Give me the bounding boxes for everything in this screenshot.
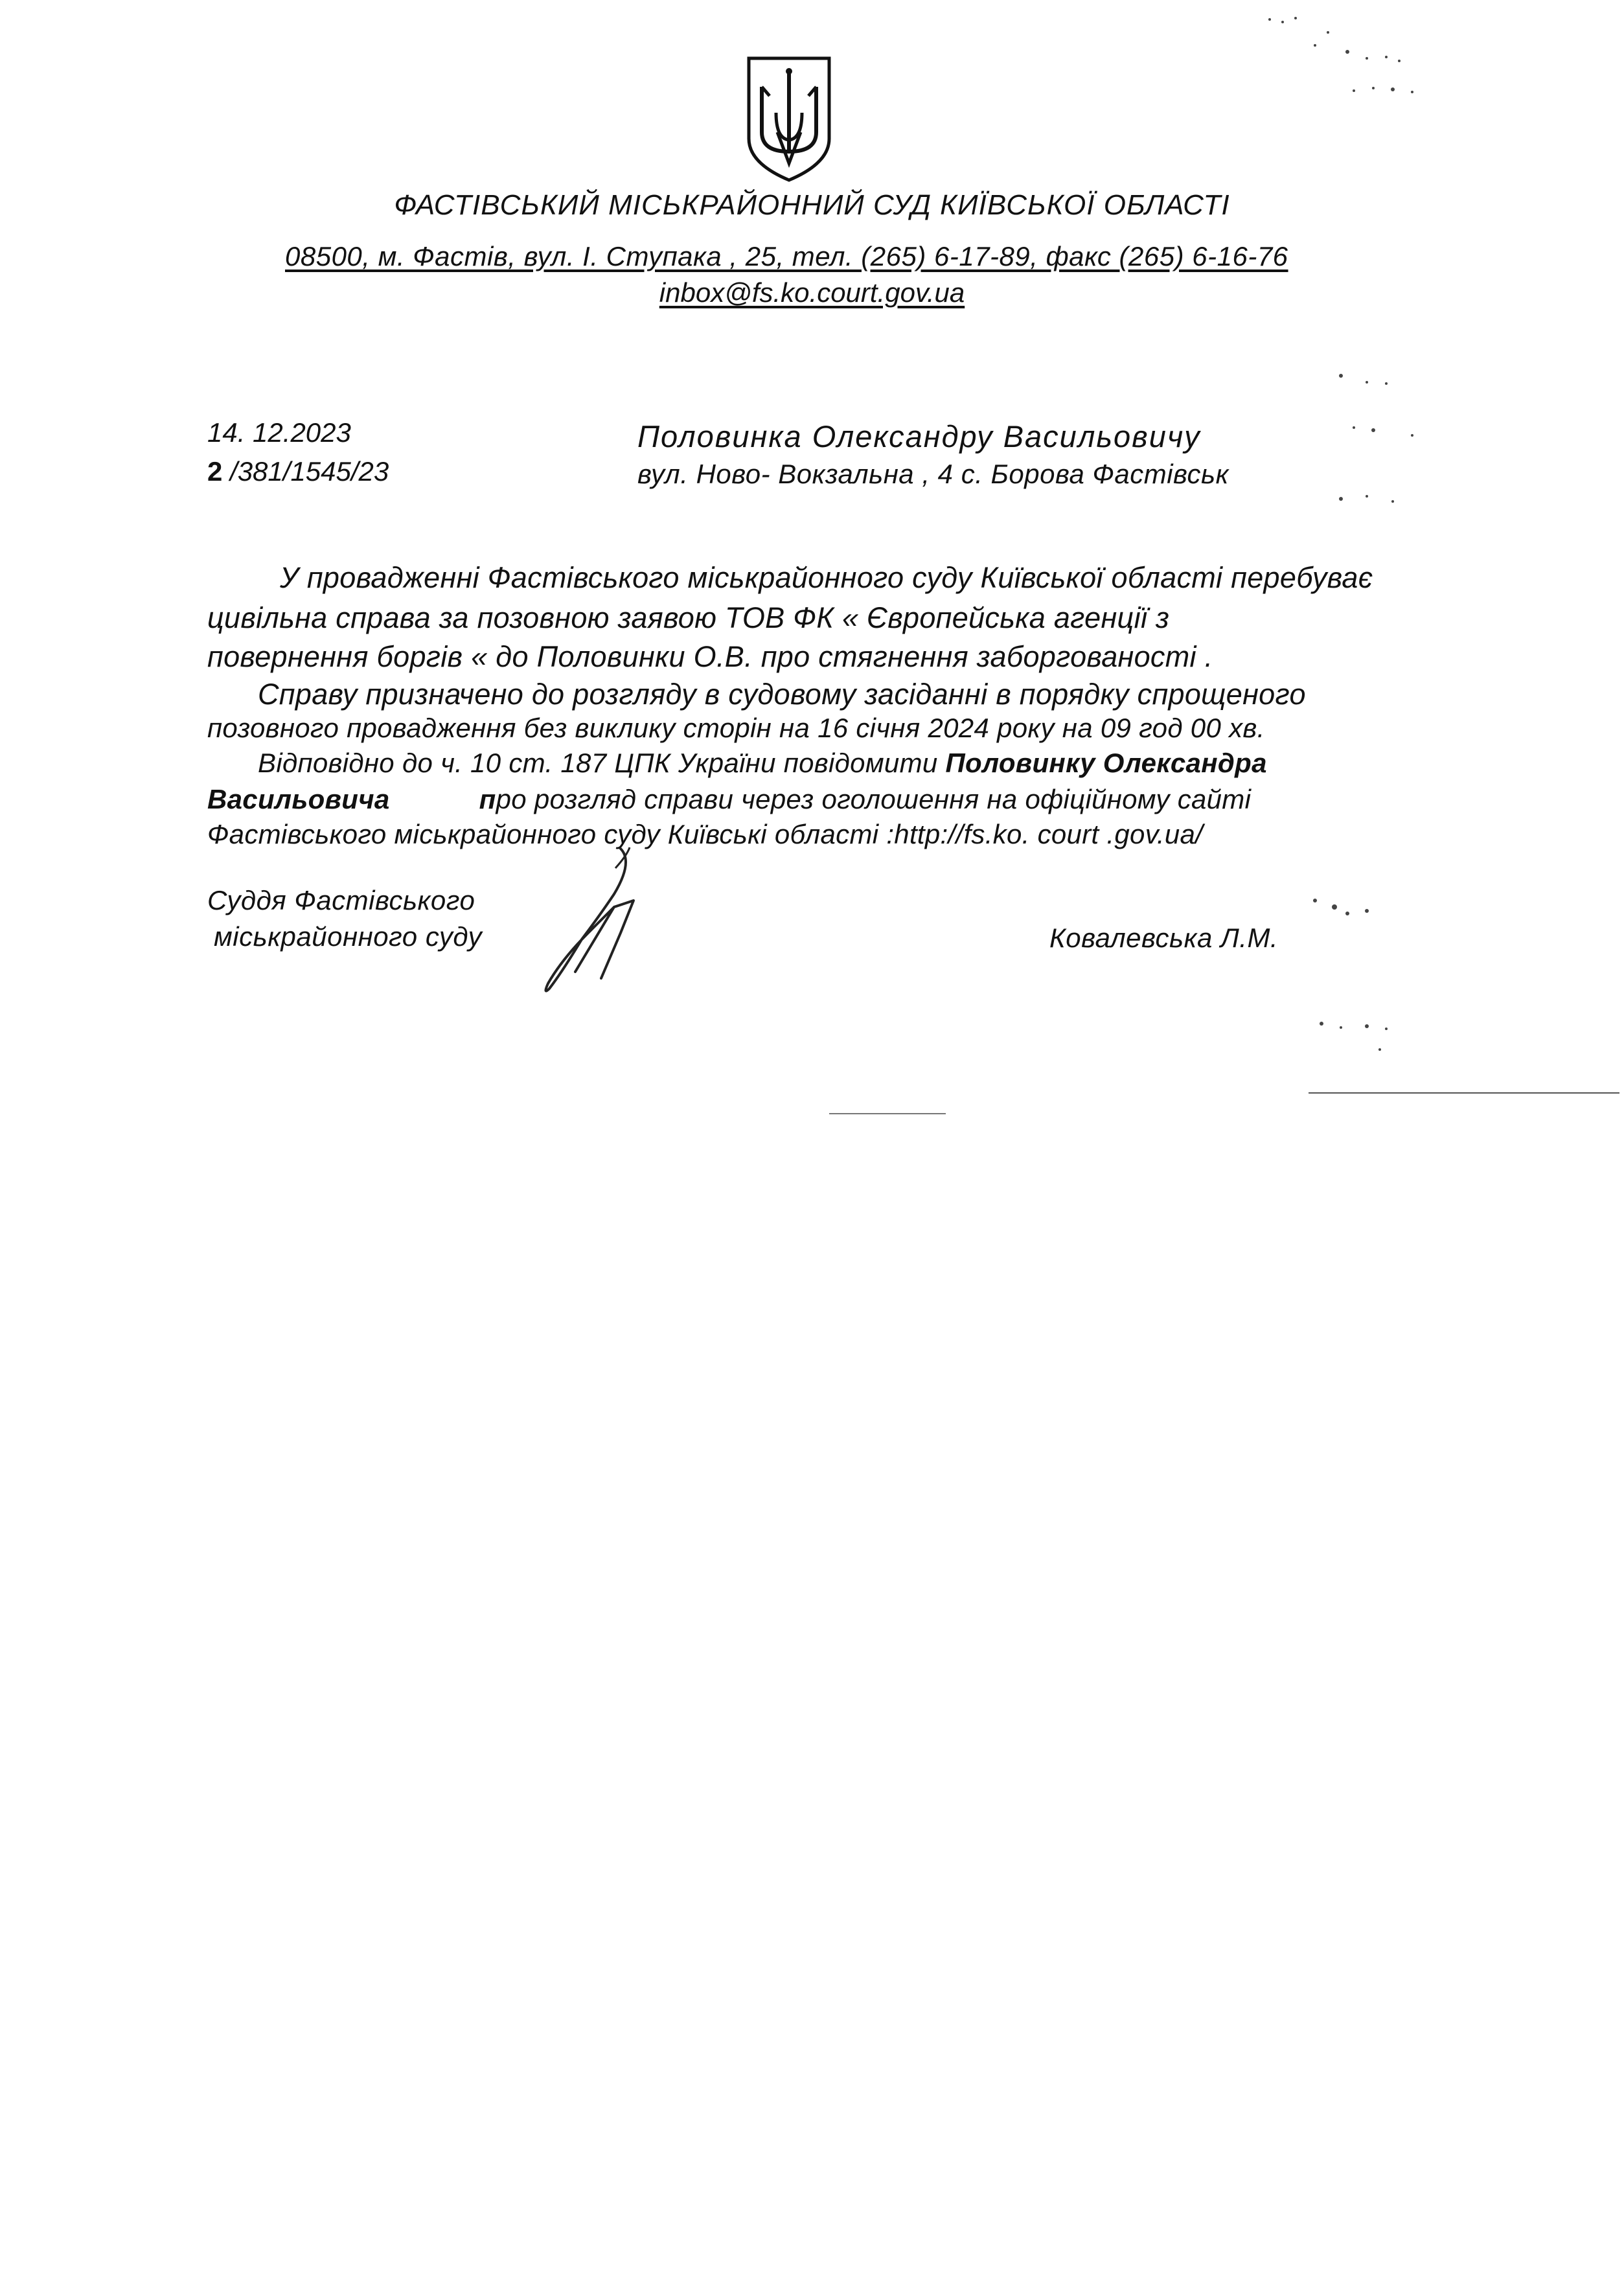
case-number-rest: /381/1545/23 bbox=[222, 456, 389, 487]
paragraph-3-line-2-text: ро розгляд справи через оголошення на офіційному сайті bbox=[496, 784, 1252, 814]
paragraph-1-line-1: У провадженні Фастівського міськрайонного суду Київської області перебуває bbox=[280, 561, 1373, 594]
scan-line-right bbox=[1309, 1092, 1619, 1094]
scan-noise-top-right bbox=[1257, 6, 1516, 136]
paragraph-3-line-1-text: Відповідно до ч. 10 ст. 187 ЦПК України повідомити bbox=[258, 748, 946, 778]
court-email: inbox@fs.ko.court.gov.ua bbox=[659, 277, 965, 308]
judge-title-line-2: міськрайонного суду bbox=[214, 921, 483, 952]
recipient-address: вул. Ново- Вокзальна , 4 с. Борова Фастівськ bbox=[637, 459, 1229, 489]
recipient-name-accusative: Половинку Олександра bbox=[945, 748, 1267, 778]
letter-date: 14. 12.2023 bbox=[207, 417, 351, 448]
court-address: 08500, м. Фастів, вул. І. Ступака , 25, тел. (265) 6-17-89, факс (265) 6-16-76 bbox=[285, 241, 1288, 271]
bold-letter-p: п bbox=[479, 784, 496, 814]
judge-title-line-1: Суддя Фастівського bbox=[207, 885, 475, 915]
paragraph-2-line-2: позовного провадження без виклику сторін на 16 січня 2024 року на 09 год 00 хв. bbox=[207, 713, 1265, 743]
trident-emblem-icon bbox=[744, 54, 834, 184]
recipient-name: Половинка Олександру Васильовичу bbox=[637, 419, 1201, 454]
handwritten-signature bbox=[536, 842, 653, 998]
paragraph-3-line-2 bbox=[207, 784, 1251, 815]
judge-name: Ковалевська Л.М. bbox=[1049, 923, 1279, 953]
court-name: ФАСТІВСЬКИЙ МІСЬКРАЙОННИЙ СУД КИЇВСЬКОЇ ОБЛАСТІ bbox=[394, 189, 1230, 221]
paragraph-1-line-3: повернення боргів « до Половинки О.В. про стягнення заборгованості . bbox=[207, 640, 1213, 673]
paragraph-3-line-3: Фастівського міськрайонного суду Київські області :http://fs.ko. court .gov.ua/ bbox=[207, 819, 1204, 849]
recipient-patronymic: Васильовича bbox=[207, 784, 390, 814]
paragraph-3-line-1 bbox=[258, 748, 1267, 779]
scan-line-center bbox=[829, 1113, 946, 1114]
case-number-prefix: 2 bbox=[207, 456, 223, 487]
paragraph-1-line-2: цивільна справа за позовною заявою ТОВ ФК « Європейська агенції з bbox=[207, 601, 1170, 634]
case-number bbox=[207, 456, 389, 487]
scan-noise-right-2 bbox=[1296, 875, 1490, 1082]
paragraph-2-line-1: Справу призначено до розгляду в судовому засіданні в порядку спрощеного bbox=[258, 678, 1306, 711]
scan-noise-right-1 bbox=[1328, 363, 1522, 531]
